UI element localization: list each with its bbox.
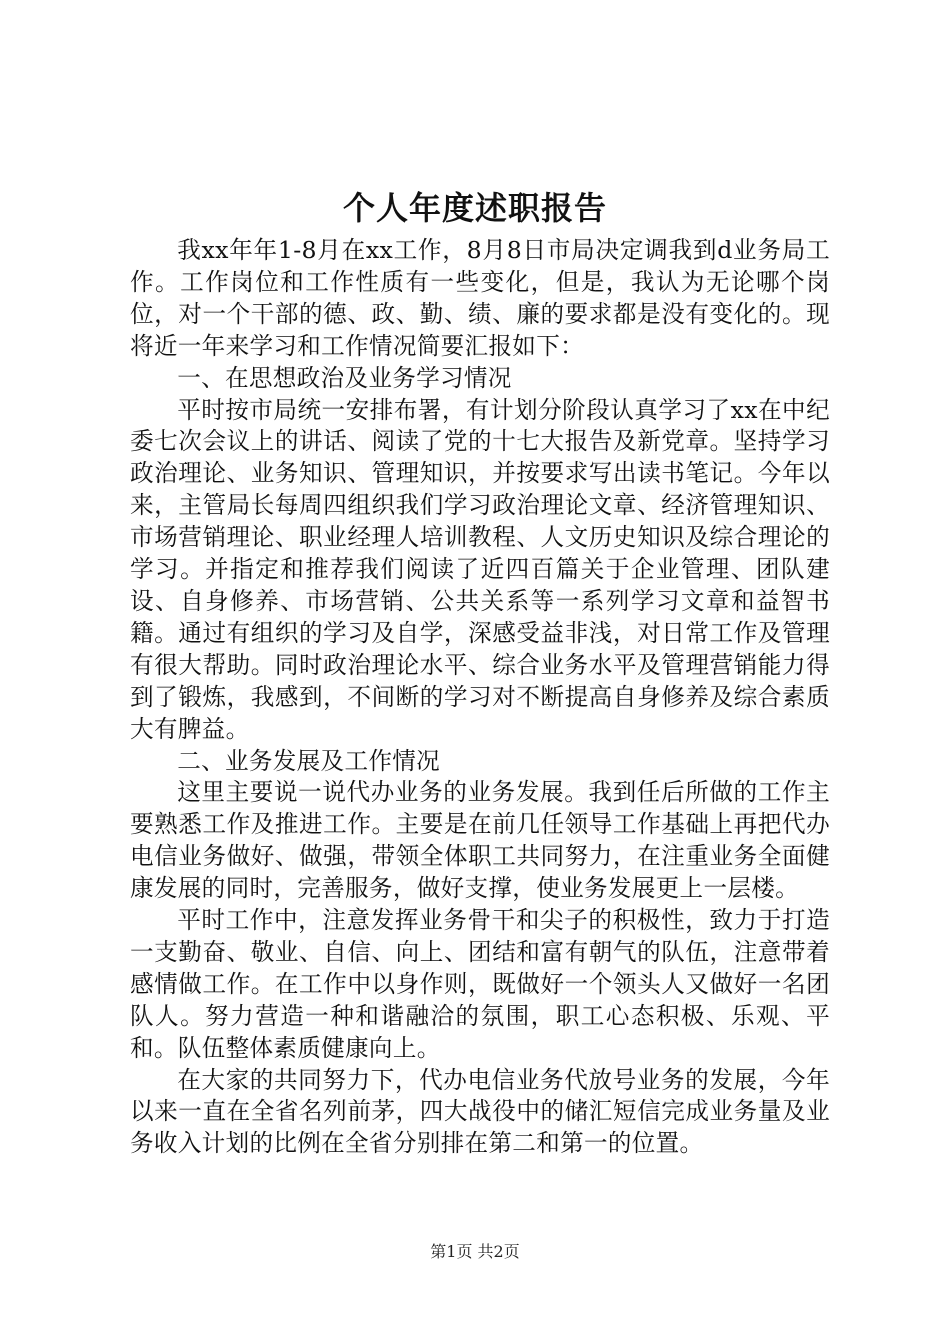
document-body — [130, 235, 830, 1160]
section-heading-1: 一、在思想政治及业务学习情况 — [177, 363, 512, 392]
document-title: 个人年度述职报告 — [342, 189, 607, 227]
team-paragraph: 平时工作中，注意发挥业务骨干和尖子的积极性，致力于打造一支勤奋、敬业、自信、向上、团结和富有朝气的队伍，注意带着感情做工作。在工作中以身作则，既做好一个领头人又做好一名团队人。努力营造一种和谐融洽的氛围，职工心态积极、乐观、平和。队伍整体素质健康向上。 — [130, 906, 830, 1062]
intro-paragraph: 我xx年年1-8月在xx工作，8月8日市局决定调我到d业务局工作。工作岗位和工作性质有一些变化，但是，我认为无论哪个岗位，对一个干部的德、政、勤、绩、廉的要求都是没有变化的。现将近一年来学习和工作情况简要汇报如下： — [130, 236, 830, 360]
section-heading-2: 二、业务发展及工作情况 — [177, 746, 441, 775]
business-paragraph: 这里主要说一说代办业务的业务发展。我到任后所做的工作主要熟悉工作及推进工作。主要是在前几任领导工作基础上再把代办电信业务做好、做强，带领全体职工共同努力，在注重业务全面健康发展的同时，完善服务，做好支撑，使业务发展更上一层楼。 — [130, 778, 830, 903]
study-paragraph: 平时按市局统一安排布署，有计划分阶段认真学习了xx在中纪委七次会议上的讲话、阅读了党的十七大报告及新党章。坚持学习政治理论、业务知识、管理知识，并按要求写出读书笔记。今年以来，主管局长每周四组织我们学习政治理论文章、经济管理知识、市场营销理论、职业经理人培训教程、人文历史知识及综合理论的学习。并指定和推荐我们阅读了近四百篇关于企业管理、团队建设、自身修养、市场营销、公共关系等一系列学习文章和益智书籍。通过有组织的学习及自学，深感受益非浅，对日常工作及管理有很大帮助。同时政治理论水平、综合业务水平及管理营销能力得到了锻炼，我感到，不间断的学习对不断提高自身修养及综合素质大有脾益。 — [130, 395, 830, 743]
results-paragraph: 在大家的共同努力下，代办电信业务代放号业务的发展，今年以来一直在全省名列前茅，四大战役中的储汇短信完成业务量及业务收入计划的比例在全省分别排在第二和第一的位置。 — [130, 1065, 830, 1158]
page-footer: 第1页 共2页 — [430, 1242, 520, 1261]
